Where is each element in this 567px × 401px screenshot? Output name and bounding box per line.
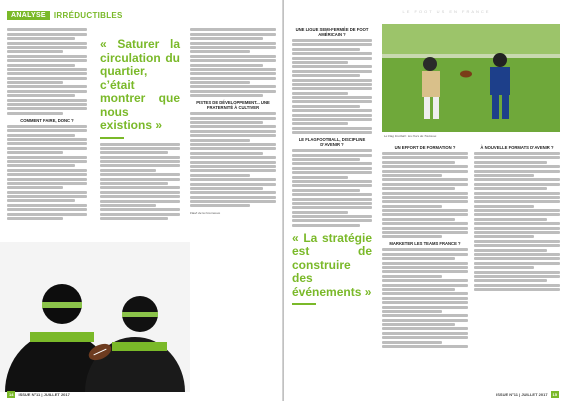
page-number-right: 15 [552, 392, 557, 397]
pull-quote-1: « Saturer la circulation du quartier, c’était montrer que nous existions » [100, 37, 180, 132]
left-column-3 [190, 27, 276, 216]
subheading-flagfootball: LE FLAGFOOTBALL, DISCIPLINE D’AVENIR ? [298, 137, 366, 148]
issue-label-left: ISSUE N°11 | JUILLET 2017 [18, 392, 70, 397]
pull-quote-2: « La stratégie est de construire des événements » [292, 230, 372, 299]
issue-label-right: ISSUE N°11 | JUILLET 2017 [496, 392, 548, 397]
left-page [0, 0, 283, 401]
photo-caption-left: Flash de la Courneuve [190, 211, 221, 216]
subheading-comment-faire: COMMENT FAIRE, DONC ? [20, 117, 74, 123]
right-column-3 [474, 142, 560, 293]
left-column-1 [7, 27, 87, 221]
subheading-pistes: PISTES DE DÉVELOPPEMENT... UNE FRATERNITÉ À CULTIVER [196, 100, 270, 111]
right-footer [496, 391, 559, 398]
photo-caption-right: Le Flag Football : les Ours de Toulouse [384, 134, 437, 138]
quote-divider-2 [292, 303, 316, 305]
left-column-2 [100, 38, 180, 222]
page-number-left: 14 [9, 392, 14, 397]
subheading-formation: UN EFFORT DE FORMATION ? [394, 145, 456, 150]
flag-football-illustration [382, 24, 560, 132]
subheading-marketer: MARKETER LES TEAMS FRANCE ? [389, 241, 461, 247]
running-header: LE FOOT US EN FRANCE [402, 9, 491, 14]
football-players-photo [0, 242, 190, 392]
left-footer [7, 391, 70, 398]
players-illustration [0, 242, 190, 392]
right-page [284, 0, 567, 401]
section-title: IRRÉDUCTIBLES [53, 10, 123, 20]
right-column-2 [382, 142, 468, 349]
section-tag: ANALYSE [7, 11, 50, 20]
subheading-formats: À NOUVELLE FORMATS D’AVENIR ? [480, 145, 554, 150]
right-column-1 [292, 24, 372, 309]
subheading-ligue: UNE LIGUE SEMI-FERMÉE DE FOOT AMÉRICAIN ? [295, 27, 369, 37]
flag-football-photo [382, 24, 560, 132]
section-header [7, 9, 123, 21]
quote-divider [100, 137, 124, 139]
